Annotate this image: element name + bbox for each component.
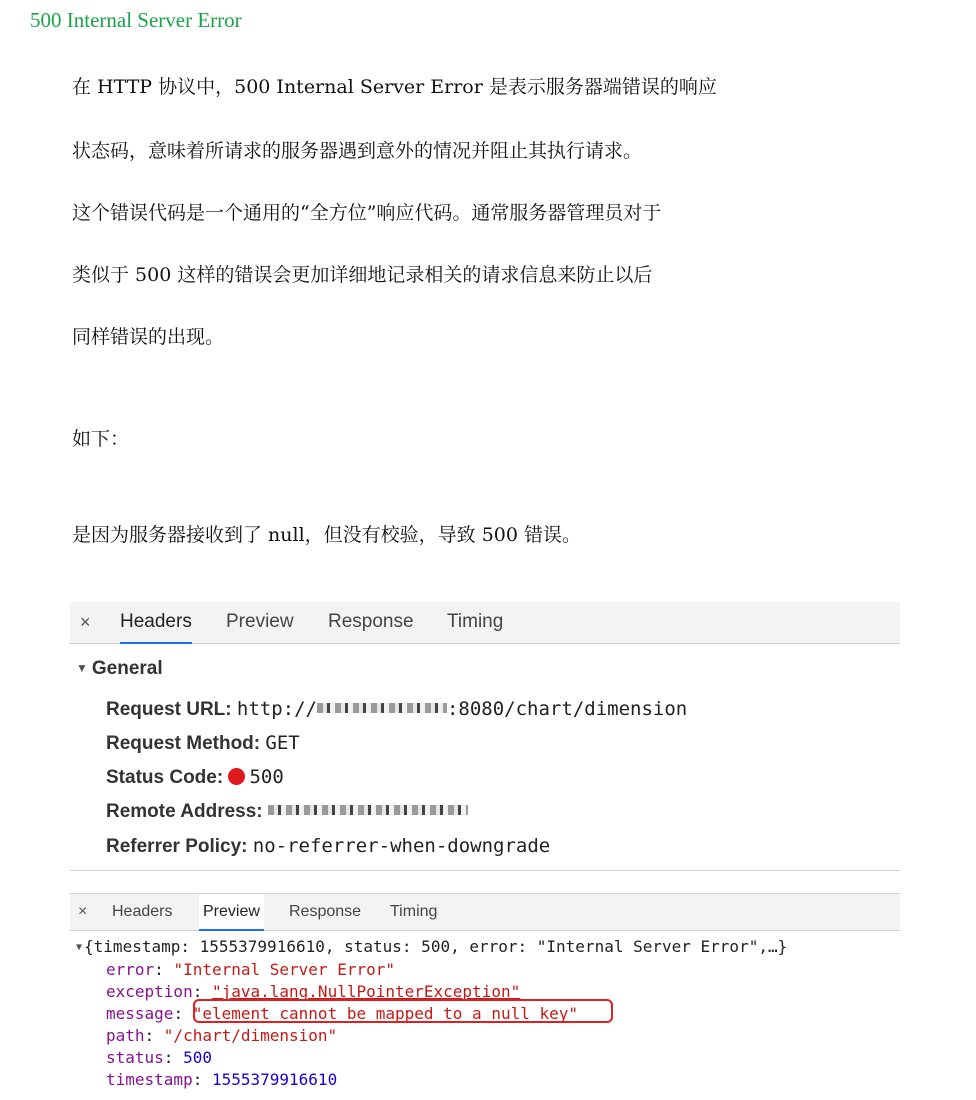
remote-address-label: Remote Address: [106, 801, 263, 822]
status-code-label: Status Code: [106, 767, 224, 788]
json-field-error: error: "Internal Server Error" [106, 960, 395, 979]
json-number-value: 500 [183, 1048, 212, 1067]
paragraph-5: 同样错误的出现。 [72, 326, 225, 348]
request-url-suffix: :8080/chart/dimension [446, 698, 688, 720]
tab-headers[interactable]: Headers [112, 903, 173, 920]
json-string-value: "java.lang.NullPointerException" [211, 982, 521, 1001]
triangle-down-icon: ▼ [76, 942, 83, 953]
page-title: 500 Internal Server Error [30, 8, 242, 32]
general-section-title: General [91, 658, 163, 679]
general-section-toggle[interactable] [76, 658, 163, 680]
json-field-status: status: 500 [106, 1048, 212, 1067]
tab-preview[interactable]: Preview [226, 611, 294, 632]
json-key: error [106, 960, 155, 979]
json-field-timestamp: timestamp: 1555379916610 [106, 1070, 338, 1089]
json-string-value: "Internal Server Error" [173, 960, 395, 979]
paragraph-intro: 如下： [72, 428, 130, 450]
devtools-headers-panel [70, 602, 900, 870]
json-field-exception: exception: "java.lang.NullPointerException" [106, 982, 521, 1001]
request-url-label: Request URL: [106, 699, 232, 720]
referrer-policy-row [106, 835, 550, 858]
json-key: path [106, 1026, 145, 1045]
redacted-remote-address [268, 805, 468, 815]
message-highlight-box [193, 999, 613, 1023]
tab-headers[interactable]: Headers [120, 602, 192, 644]
error-status-dot-icon [228, 768, 245, 785]
status-code-row [106, 766, 284, 789]
request-url-prefix: http:// [236, 698, 317, 720]
paragraph-4: 类似于 500 这样的错误会更加详细地记录相关的请求信息来防止以后 [72, 264, 653, 286]
paragraph-2: 状态码，意味着所请求的服务器遇到意外的情况并阻止其执行请求。 [72, 140, 643, 162]
json-key: exception [106, 982, 193, 1001]
json-key: status [106, 1048, 164, 1067]
json-field-path: path: "/chart/dimension" [106, 1026, 338, 1045]
status-code-value: 500 [249, 766, 284, 788]
tab-response[interactable]: Response [289, 903, 362, 920]
request-method-row [106, 732, 300, 755]
paragraph-3: 这个错误代码是一个通用的“全方位”响应代码。通常服务器管理员对于 [72, 202, 662, 224]
close-icon[interactable]: × [80, 612, 91, 632]
devtools-preview-panel [70, 893, 900, 1093]
request-method-value: GET [265, 732, 300, 754]
paragraph-explanation: 是因为服务器接收到了 null，但没有校验，导致 500 错误。 [72, 524, 582, 546]
json-number-value: 1555379916610 [211, 1070, 338, 1089]
divider [70, 870, 900, 871]
json-summary-toggle[interactable] [76, 937, 787, 956]
request-method-label: Request Method: [106, 733, 261, 754]
devtools-tab-bar [70, 602, 900, 644]
triangle-down-icon: ▼ [76, 661, 88, 675]
json-summary: {timestamp: 1555379916610, status: 500, error: "Internal Server Error",…} [84, 937, 788, 956]
close-icon[interactable]: × [78, 903, 88, 920]
json-string-value: "/chart/dimension" [163, 1026, 338, 1045]
referrer-policy-label: Referrer Policy: [106, 836, 248, 857]
tab-timing[interactable]: Timing [447, 611, 504, 632]
json-key: timestamp [106, 1070, 193, 1089]
request-url-row [106, 698, 687, 721]
tab-preview[interactable]: Preview [199, 894, 264, 931]
tab-response[interactable]: Response [328, 611, 414, 632]
tab-timing[interactable]: Timing [390, 903, 438, 920]
remote-address-row [106, 801, 468, 823]
paragraph-1: 在 HTTP 协议中，500 Internal Server Error 是表示服务器端错误的响应 [72, 76, 717, 98]
devtools-tab-bar-preview [70, 893, 900, 931]
redacted-host [317, 703, 447, 713]
json-string-value: "element cannot be mapped to a null key" [192, 1004, 579, 1023]
json-field-message: message: "element cannot be mapped to a null key" [106, 1004, 579, 1023]
json-key: message [106, 1004, 174, 1023]
referrer-policy-value: no-referrer-when-downgrade [252, 835, 551, 857]
